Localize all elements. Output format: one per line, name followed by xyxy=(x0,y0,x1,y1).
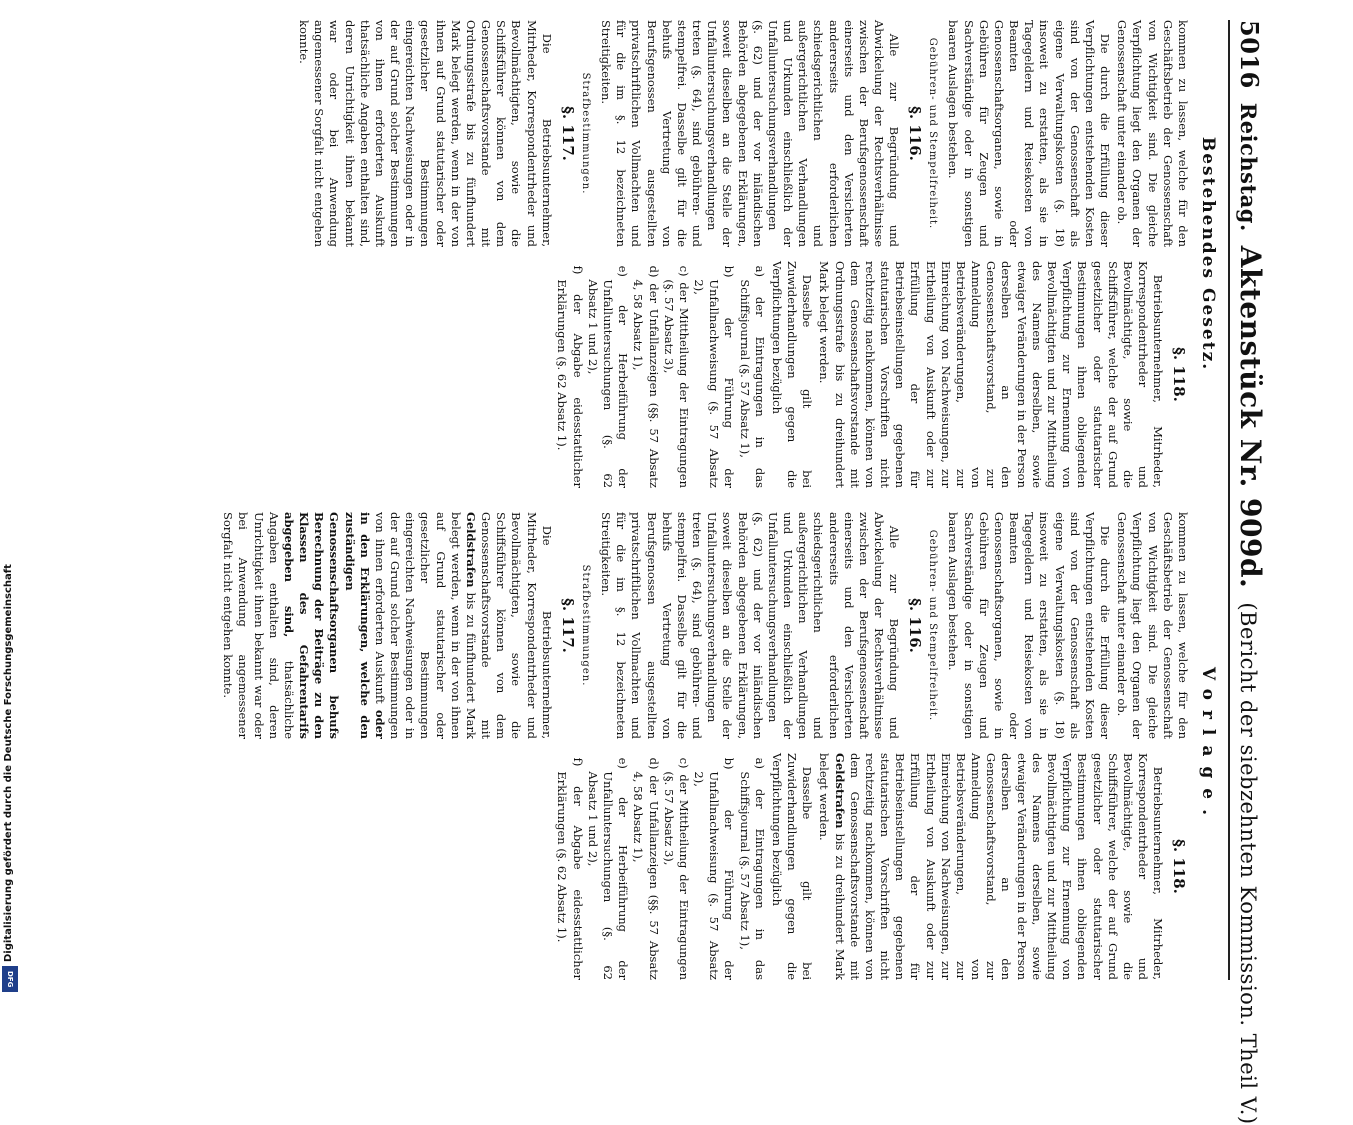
obligation-list xyxy=(554,753,766,980)
paragraph: kommen zu lassen, welche für den Geschäftsbetrieb der Genossenschaft von Wichtigkeit sind. Die gleiche Verpflichtung liegt den Organen der Genossenschaft unter einander ob. xyxy=(1115,20,1190,247)
bill-draft-col-2 xyxy=(218,753,1190,980)
text-run: Betriebsunternehmer, Mitrheder, Korrespondentrheder und Bevollmächtigte, sowie die Schiffsführer, welche der auf Grund gesetzlicher oder statutarischer Bestimmungen ihnen obliegenden Verpflichtung zur Ernennung von Bevollmächtigten und zur Mittheilung des Namens derselben, sowie etwaiger Veränderungen in der Person derselben an den Genossenschaftsvorstand, zur Anmeldung von Betriebsveränderungen, zur Einreichung von Nachweisungen, zur Ertheilung von Auskunft oder zur Erfüllung der für Betriebseinstellungen gegebenen statutarischen Vorschriften nicht rechtzeitig nachkommen, können von dem Genossenschaftsvorstande mit xyxy=(847,753,1166,980)
paragraph: Dasselbe gilt bei Zuwiderhandlungen gegen die Verpflichtungen bezüglich xyxy=(769,753,815,980)
paragraph: Die durch die Erfüllung dieser Verpflichtungen entstehenden Kosten sind von der Genossenschaft als eigene Verwaltungskosten (§. 18) insoweit zu erstatten, als sie in Tagegeldern und Reisekosten von Beamten oder Genossenschaftsorganen, sowie in Gebühren für Zeugen und Sachverständige oder in sonstigen baaren Auslagen bestehen. xyxy=(946,20,1113,247)
section-number: §. 116. xyxy=(906,106,925,161)
section-number: §. 118. xyxy=(1170,347,1188,402)
text-run: Die Betriebsunternehmer, Mitrheder, Korrespondentrheder und Bevollmächtigten, sowie die Schiffsführer können von dem Genossenschaftsvorstande mit xyxy=(479,512,554,739)
list-item: c) der Mittheilung der Eintragungen (§. 57 Absatz 3), xyxy=(661,757,691,980)
amended-text: Geldstrafen xyxy=(832,753,847,829)
bill-draft-columns xyxy=(218,512,1190,980)
section-number: §. 116. xyxy=(906,598,925,653)
paragraph: Dasselbe gilt bei Zuwiderhandlungen gegen die Verpflichtungen bezüglich xyxy=(769,261,815,488)
existing-law-side xyxy=(218,20,1220,488)
existing-law-title: Bestehendes Gesetz. xyxy=(1198,136,1218,372)
comparison-columns xyxy=(218,20,1220,980)
list-item: a) der Eintragungen in das Schiffsjournal (§. 57 Absatz 1), xyxy=(737,265,767,488)
paragraph: Die Betriebsunternehmer, Mitrheder, Korrespondentrheder und Bevollmächtigten, sowie die Schiffsführer können von dem Genossenschaftsvorstande mit Ordnungsstrafe bis zu fünfhundert Mark belegt werden, wenn in der von ihnen auf Grund statutarischer oder gesetzlicher Bestimmungen eingereichten Nachweisungen oder in der auf Grund solcher Bestimmungen von ihnen erforderten Auskunft thatsächliche Angaben enthalten sind, deren Unrichtigkeit ihnen bekannt war oder bei Anwendung angemessener Sorgfalt nicht entgehen konnte. xyxy=(297,20,554,247)
paragraph: Alle zur Begründung und Abwickelung der Rechtsverhältnisse zwischen der Berufsgenossenschaft einerseits und den Versicherten andererseits erforderlichen schiedsgerichtlichen und außergerichtlichen Verhandlungen und Urkunden einschließlich der Unfalluntersuchungsverhandlungen (§. 62) und der vor inländischen Behörden abgegebenen Erklärungen, soweit dieselben an die Stelle der Unfalluntersuchungsverhandlungen treten (§. 64), sind gebühren- und stempelfrei. Dasselbe gilt für die behufs Vertretung von Berufsgenossen ausgestellten privatschriftlichen Vollmachten und für die im §. 12 bezeichneten Streitigkeiten. xyxy=(599,512,902,739)
document-description: (Bericht der siebzehnten Kommission. Theil V.) xyxy=(1236,602,1260,1125)
text-run: bis zu dreihundert Mark belegt werden. xyxy=(817,753,847,980)
section-number: §. 118. xyxy=(1170,839,1188,894)
paragraph: Betriebsunternehmer, Mitrheder, Korrespondentrheder und Bevollmächtigte, sowie die Schiffsführer, welche der auf Grund gesetzlicher oder statutarischer Bestimmungen ihnen obliegenden Verpflichtung zur Ernennung von Bevollmächtigten und zur Mittheilung des Namens derselben, sowie etwaiger Veränderungen in der Person derselben an den Genossenschaftsvorstand, zur Anmeldung von Betriebsveränderungen, zur Einreichung von Nachweisungen, zur Ertheilung von Auskunft oder zur Erfüllung der für Betriebseinstellungen gegebenen statutarischen Vorschriften nicht rechtzeitig nachkommen, können von dem Genossenschaftsvorstande mit Ordnungsstrafe bis zu dreihundert Mark belegt werden. xyxy=(817,261,1166,488)
page-number: 5016 xyxy=(1235,20,1264,89)
running-head xyxy=(1228,20,1267,1125)
document-page xyxy=(77,0,1277,1125)
section-heading: Gebühren- und Stempelfreiheit. xyxy=(927,37,939,230)
section-number: §. 117. xyxy=(558,598,577,653)
digitization-credit xyxy=(0,0,22,1000)
publication-name: Reichstag. xyxy=(1236,102,1261,232)
text-run: thatsächliche Angaben enthalten sind, deren Unrichtigkeit ihnen bekannt war oder bei Anwendung angemessener Sorgfalt nicht entgehen konnte. xyxy=(221,512,296,739)
obligation-list xyxy=(554,261,766,488)
credit-text: Digitalisierung gefördert durch die Deutsche Forschungsgemeinschaft xyxy=(3,564,14,962)
list-item: b) der Führung der Unfallnachweisung (§. 57 Absatz 2), xyxy=(692,757,737,980)
existing-law-col-1 xyxy=(294,20,1190,247)
list-item: f) der Abgabe eidesstattlicher Erklärungen (§. 62 Absatz 1). xyxy=(555,265,585,488)
section-number: §. 117. xyxy=(558,106,577,161)
list-item: c) der Mittheilung der Eintragungen (§. 57 Absatz 3), xyxy=(661,265,691,488)
amended-text: Geldstrafen xyxy=(463,512,478,588)
list-item: a) der Eintragungen in das Schiffsjournal (§. 57 Absatz 1), xyxy=(737,757,767,980)
list-item: e) der Herbeiführung der Unfalluntersuchungen (§. 62 Absatz 1 und 2), xyxy=(585,265,631,488)
list-item: f) der Abgabe eidesstattlicher Erklärungen (§. 62 Absatz 1). xyxy=(555,757,585,980)
paragraph: Alle zur Begründung und Abwickelung der Rechtsverhältnisse zwischen der Berufsgenossenschaft einerseits und den Versicherten andererseits erforderlichen schiedsgerichtlichen und außergerichtlichen Verhandlungen und Urkunden einschließlich der Unfalluntersuchungsverhandlungen (§. 62) und der vor inländischen Behörden abgegebenen Erklärungen, soweit dieselben an die Stelle der Unfalluntersuchungsverhandlungen treten (§. 64), sind gebühren- und stempelfrei. Dasselbe gilt für die behufs Vertretung von Berufsgenossen ausgestellten privatschriftlichen Vollmachten und für die im §. 12 bezeichneten Streitigkeiten. xyxy=(599,20,902,247)
bill-draft-side xyxy=(218,512,1220,980)
existing-law-columns xyxy=(294,20,1190,488)
paragraph: kommen zu lassen, welche für den Geschäftsbetrieb der Genossenschaft von Wichtigkeit sind. Die gleiche Verpflichtung liegt den Organen der Genossenschaft unter einander ob. xyxy=(1115,512,1190,739)
section-heading: Gebühren- und Stempelfreiheit. xyxy=(927,529,939,722)
list-item: e) der Herbeiführung der Unfalluntersuchungen (§. 62 Absatz 1 und 2), xyxy=(585,757,631,980)
existing-law-col-2 xyxy=(294,261,1190,488)
section-heading: Strafbestimmungen. xyxy=(579,72,591,195)
list-item: d) der Unfallanzeigen (§§. 57 Absatz 4, 58 Absatz 1), xyxy=(631,757,661,980)
list-item: b) der Führung der Unfallnachweisung (§. 57 Absatz 2), xyxy=(692,265,737,488)
list-item: d) der Unfallanzeigen (§§. 57 Absatz 4, 58 Absatz 1), xyxy=(631,265,661,488)
dfg-logo: DFG xyxy=(2,966,18,992)
bill-draft-title: Vorlage. xyxy=(1198,666,1218,826)
document-number: Aktenstück Nr. 909d. xyxy=(1234,245,1267,589)
text-run: bis zu fünfhundert Mark belegt werden, wenn in der von ihnen auf Grund statutarischer oder gesetzlicher Bestimmungen eingereichten Nachweisungen oder in der auf Grund solcher Bestimmungen von ihnen erforderten Auskunft xyxy=(372,512,478,739)
paragraph-117 xyxy=(220,512,554,739)
paragraph: Die durch die Erfüllung dieser Verpflichtungen entstehenden Kosten sind von der Genossenschaft als eigene Verwaltungskosten (§. 18) insoweit zu erstatten, als sie in Tagegeldern und Reisekosten von Beamten oder Genossenschaftsorganen, sowie in Gebühren für Zeugen und Sachverständige oder in sonstigen baaren Auslagen bestehen. xyxy=(946,512,1113,739)
section-heading: Strafbestimmungen. xyxy=(579,564,591,687)
paragraph-118 xyxy=(816,753,1165,980)
bill-draft-col-1 xyxy=(218,512,1190,739)
amended-text: oder in den Erklärungen, welche den zuständigen Genossenschaftsorganen behufs Berechnung der Beiträge zu den Klassen des Gefahrentarifs abgegeben sind, xyxy=(281,512,387,739)
